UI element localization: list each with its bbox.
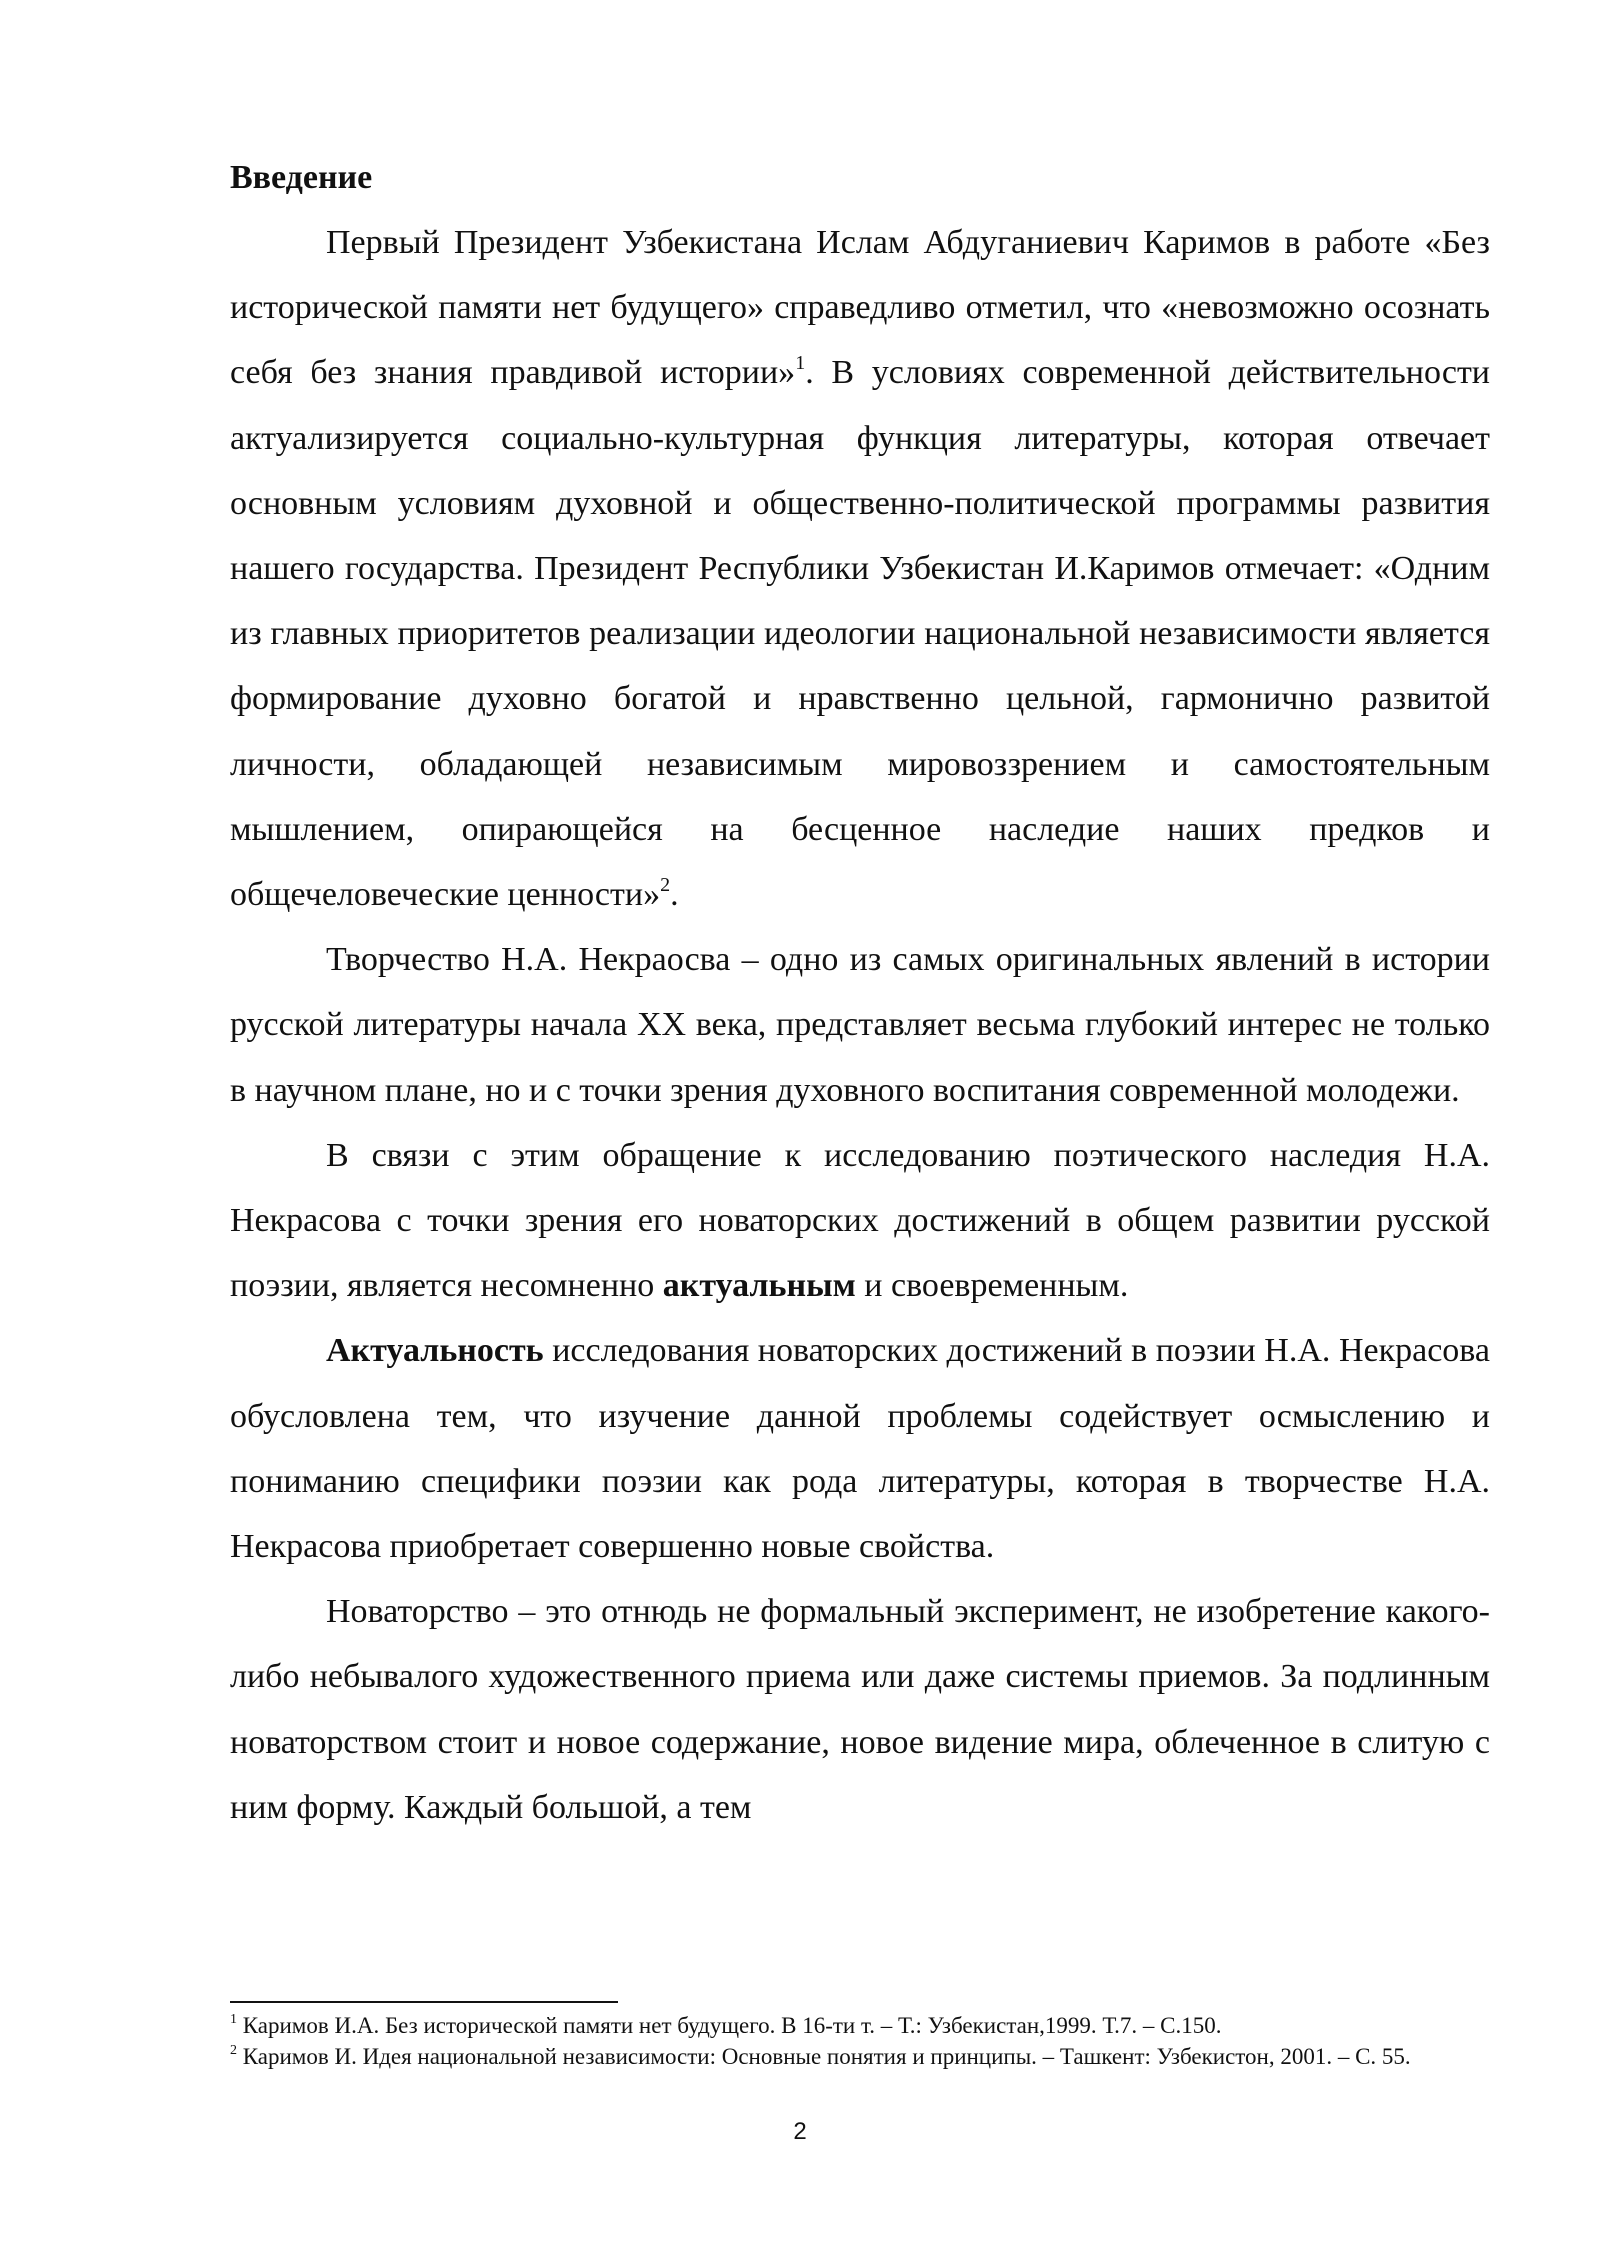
page-number: 2 xyxy=(793,2118,807,2145)
section-heading: Введение xyxy=(230,159,373,196)
paragraph-3-bold-term: актуальным xyxy=(662,1267,856,1305)
footnote-2-number: 2 xyxy=(230,2043,237,2059)
footnote-separator xyxy=(230,2001,618,2003)
paragraph-3 xyxy=(230,1123,1490,1319)
footnotes xyxy=(230,2010,1490,2072)
paragraph-5: Новаторство – это отнюдь не формальный эксперимент, не изобретение какого-либо небывалого художественного приема или даже системы приемов. За подлинным новаторством стоит и новое содержание, новое видение мира, облеченное в слитую с ним форму. Каждый большой, а тем xyxy=(230,1593,1490,1826)
paragraph-2: Творчество Н.А. Некраосва – одно из самых оригинальных явлений в истории русской литературы начала XX века, представляет весьма глубокий интерес не только в научном плане, но и с точки зрения духовного воспитания современной молодежи. xyxy=(230,941,1490,1109)
document-body xyxy=(230,145,1490,1840)
paragraph-3-text-b: и своевременным. xyxy=(855,1267,1129,1305)
footnote-1-text: Каримов И.А. Без исторической памяти нет будущего. В 16-ти т. – Т.: Узбекистан,1999. Т.7. – С.150. xyxy=(237,2013,1222,2038)
paragraph-3-text-a: В связи с этим обращение к исследованию поэтического наследия Н.А. Некрасова с точки зрения его новаторских достижений в общем развитии русской поэзии, является несомненно xyxy=(230,1136,1490,1305)
footnote-1 xyxy=(230,2010,1490,2041)
footnote-ref-1[interactable]: 1 xyxy=(795,352,806,375)
paragraph-4-bold-term: Актуальность xyxy=(326,1332,544,1370)
paragraph-1-text-c: . xyxy=(670,876,679,914)
footnote-2-text: Каримов И. Идея национальной независимости: Основные понятия и принципы. – Ташкент: Узбекистон, 2001. – С. 55. xyxy=(237,2044,1411,2069)
footnote-1-number: 1 xyxy=(230,2012,237,2028)
paragraph-1-text-b: . В условиях современной действительности актуализируется социально-культурная функция литературы, которая отвечает основным условиям духовной и общественно-политической программы развития нашего государства. Президент Республики Узбекистан И.Каримов отмечает: «Одним из главных приоритетов реализации идеологии национальной независимости является формирование духовно богатой и нравственно цельной, гармонично развитой личности, обладающей независимым мировоззрением и самостоятельным мышлением, опирающейся на бесценное наследие наших предков и общечеловеческие ценности» xyxy=(230,354,1490,914)
paragraph-4 xyxy=(230,1318,1490,1579)
paragraph-1-text-a: Первый Президент Узбекистана Ислам Абдуганиевич Каримов в работе «Без исторической памяти нет будущего» справедливо отметил, что «невозможно осознать себя без знания правдивой истории» xyxy=(230,224,1490,392)
footnote-2 xyxy=(230,2041,1490,2072)
paragraph-4-text: исследования новаторских достижений в поэзии Н.А. Некрасова обусловлена тем, что изучение данной проблемы содействует осмыслению и пониманию специфики поэзии как рода литературы, которая в творчестве Н.А. Некрасова приобретает совершенно новые свойства. xyxy=(230,1332,1490,1566)
footnote-ref-2[interactable]: 2 xyxy=(660,873,671,896)
paragraph-1 xyxy=(230,210,1490,927)
